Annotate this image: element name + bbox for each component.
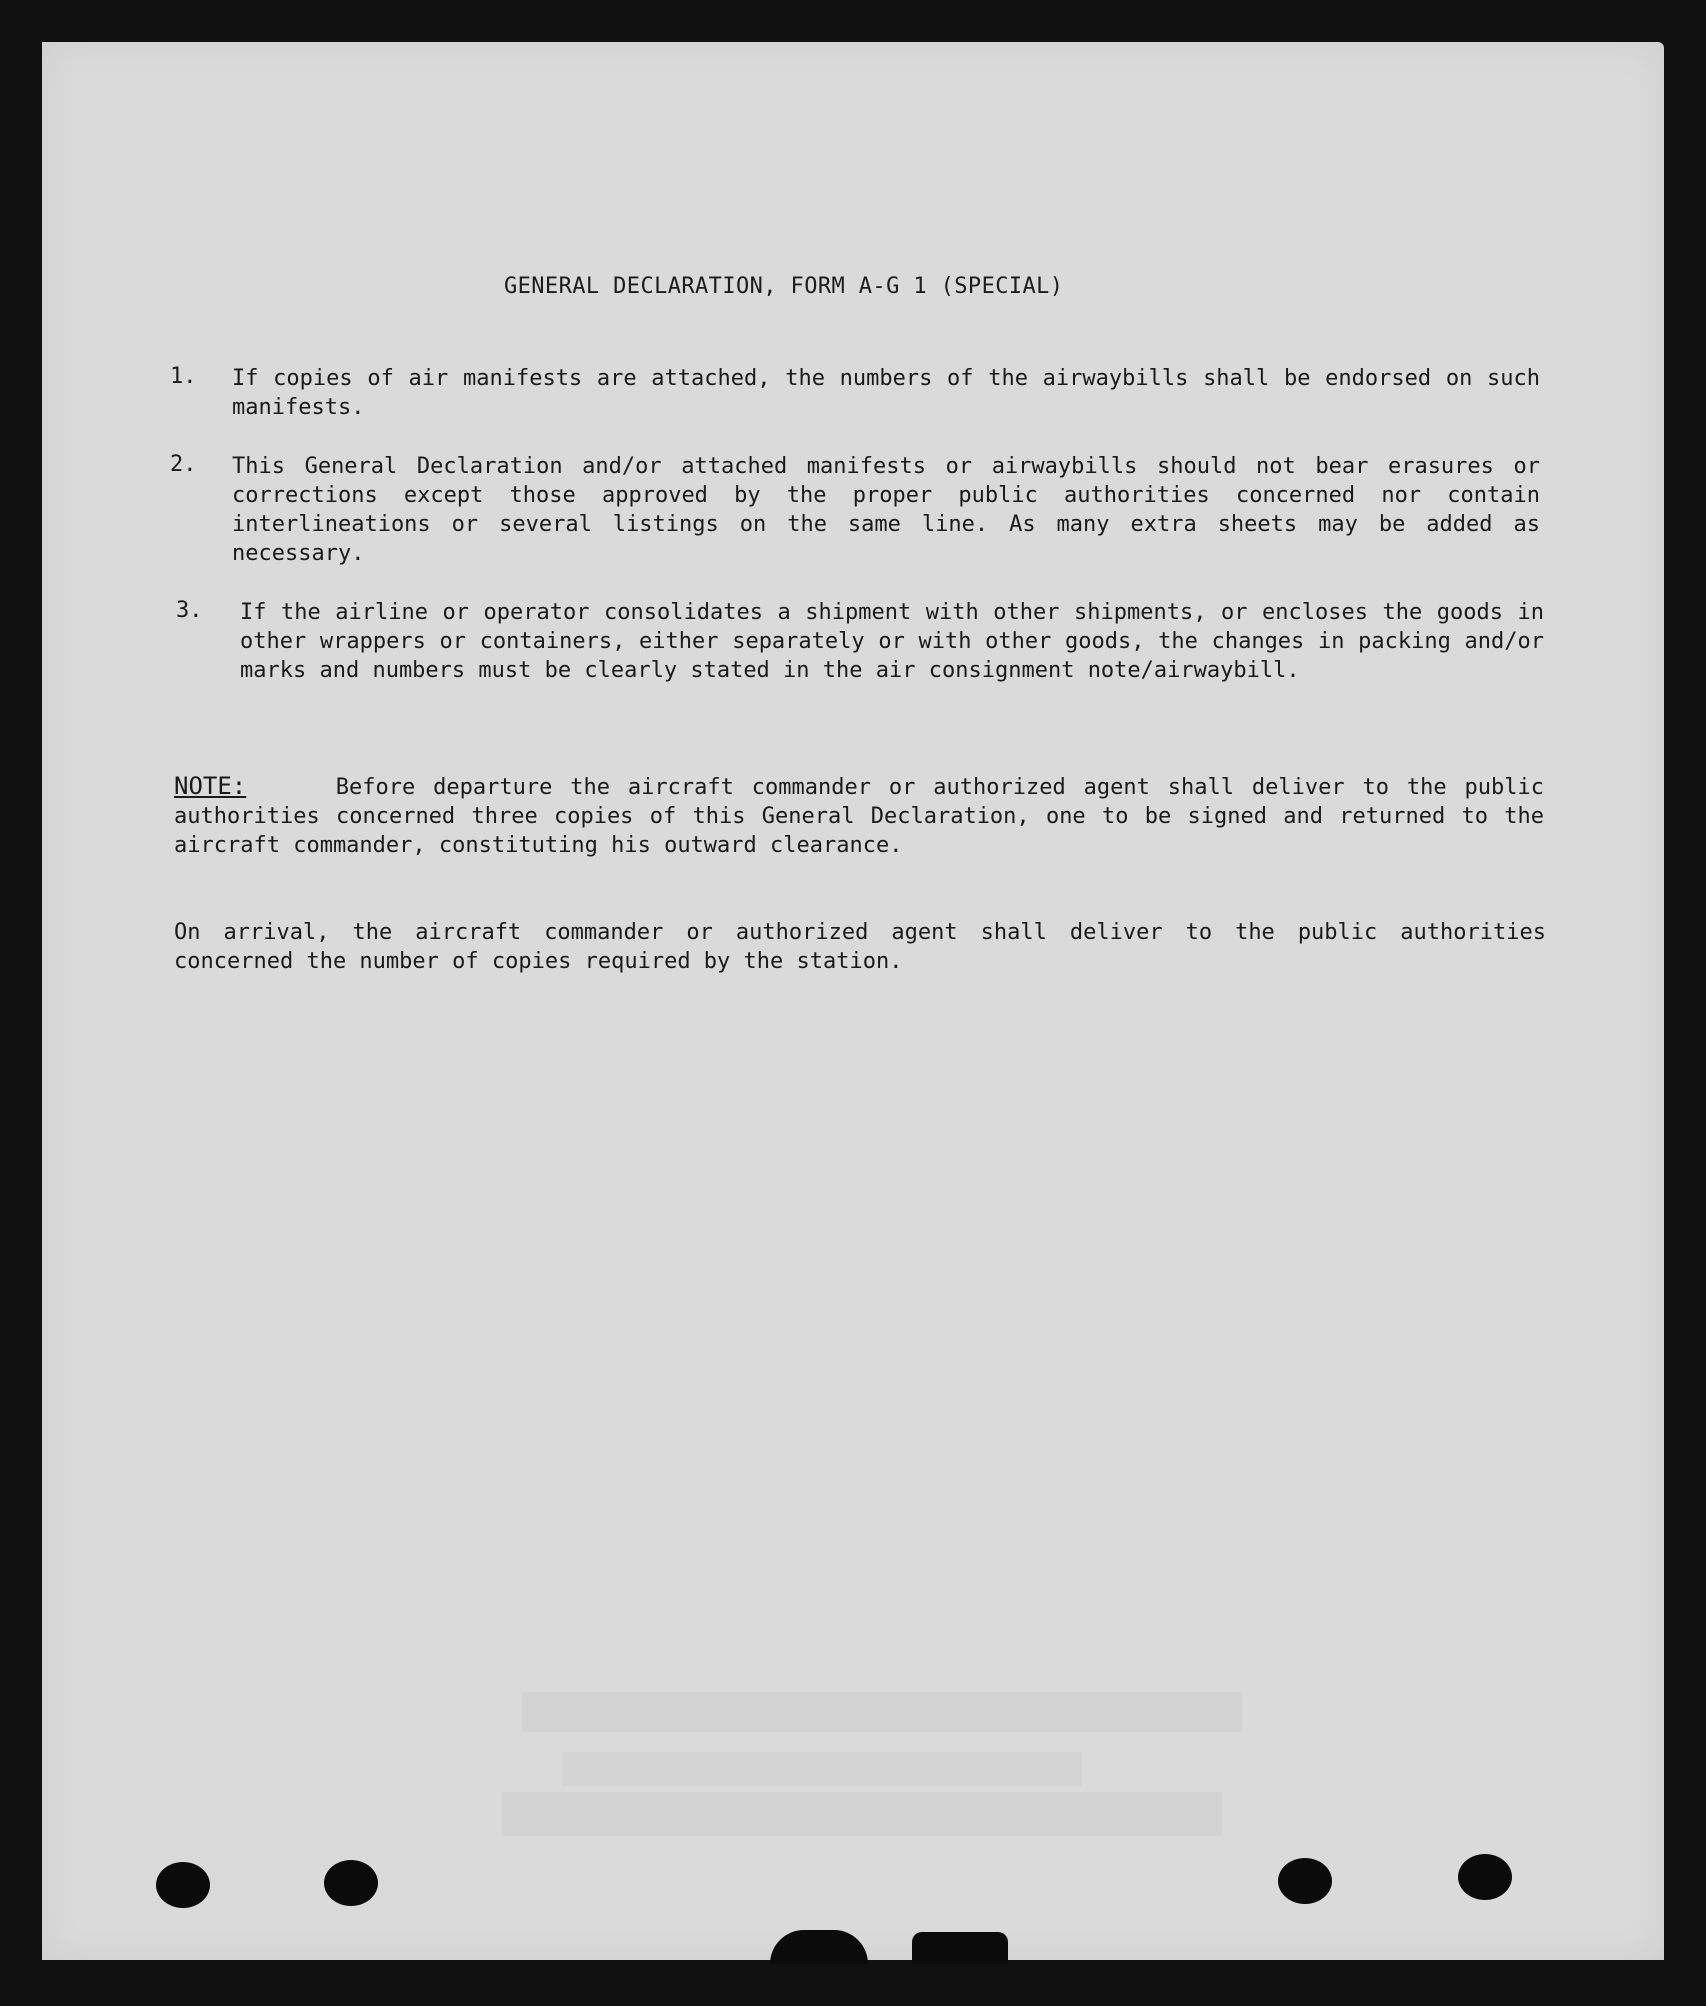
item-number: 2. xyxy=(170,452,197,477)
form-title: GENERAL DECLARATION, FORM A-G 1 (SPECIAL) xyxy=(504,274,1064,299)
note-paragraph xyxy=(174,772,1544,860)
reverse-side-bleed-through xyxy=(522,1692,1242,1732)
punch-hole xyxy=(1458,1854,1512,1900)
item-number: 1. xyxy=(170,364,197,389)
punch-hole xyxy=(156,1862,210,1908)
document-page xyxy=(42,42,1664,1960)
fastener-tab xyxy=(770,1930,868,1964)
arrival-paragraph: On arrival, the aircraft commander or authorized agent shall deliver to the public authorities concerned the number of copies required by the station. xyxy=(174,920,1546,974)
item-number: 3. xyxy=(176,598,203,623)
note-text: Before departure the aircraft commander or authorized agent shall deliver to the public authorities concerned three copies of this General Declaration, one to be signed and returned to the aircraft commander, constituting his outward clearance. xyxy=(174,775,1545,858)
instruction-item-2: This General Declaration and/or attached manifests or airwaybills should not bear erasures or corrections except those approved by the proper public authorities concerned nor contain interlineations or several listings on the same line. As many extra sheets may be added as necessary. xyxy=(232,454,1540,566)
reverse-side-bleed-through xyxy=(562,1752,1082,1786)
instruction-item-1: If copies of air manifests are attached, the numbers of the airwaybills shall be endorsed on such manifests. xyxy=(232,366,1540,420)
note-label: NOTE: xyxy=(174,772,247,800)
punch-hole xyxy=(1278,1858,1332,1904)
reverse-side-bleed-through xyxy=(502,1792,1222,1836)
instruction-item-3: If the airline or operator consolidates a shipment with other shipments, or encloses the goods in other wrappers or containers, either separately or with other goods, the changes in packing and/or marks and numbers must be clearly stated in the air consignment note/airwaybill. xyxy=(240,600,1544,683)
punch-hole xyxy=(324,1860,378,1906)
fastener-tab xyxy=(912,1932,1008,1964)
